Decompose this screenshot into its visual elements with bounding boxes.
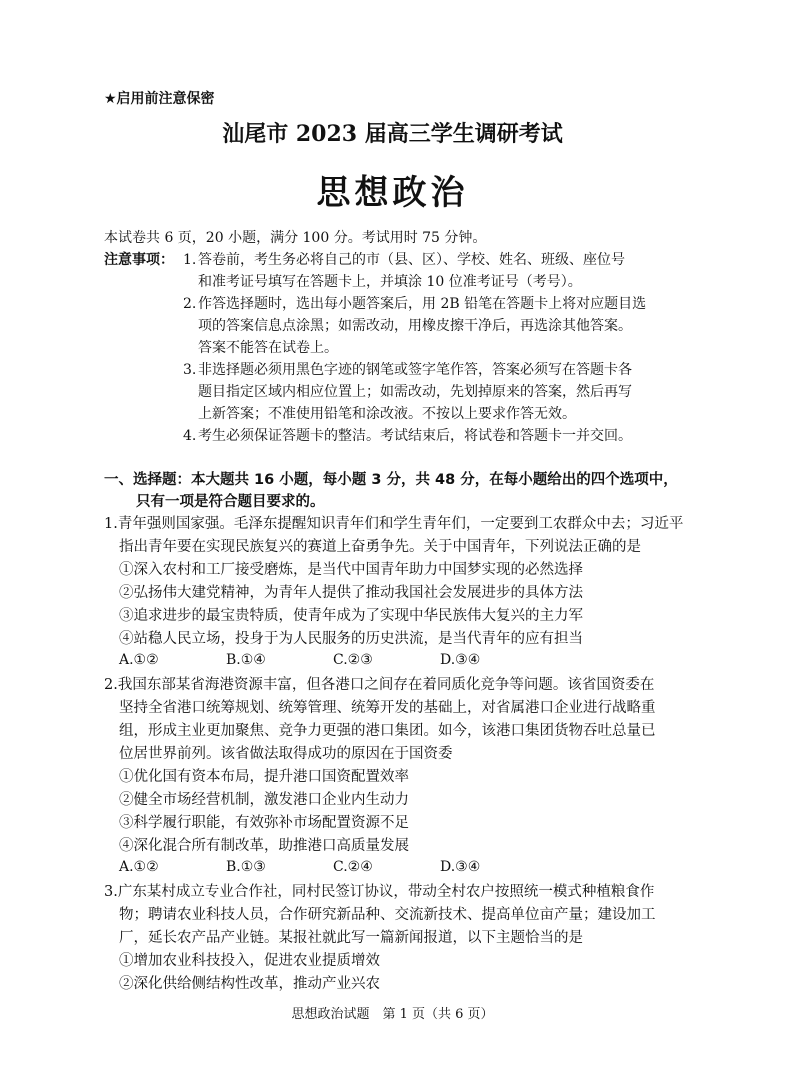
note-line: 答案不能答在试卷上。: [198, 340, 338, 356]
question-stem: 物；聘请农业科技人员，合作研究新品种、交流新技术、提高单位亩产量；建设加工: [119, 907, 656, 923]
question-item: ②弘扬伟大建党精神，为青年人提供了推动我国社会发展进步的具体方法: [119, 585, 583, 601]
question-stem: 3.广东某村成立专业合作社，同村民签订协议，带动全村农户按照统一模式种植粮食作: [104, 884, 655, 900]
section-heading-cont: 只有一项是符合题目要求的。: [136, 494, 325, 510]
note-line: 题目指定区域内相应位置上；如需改动，先划掉原来的答案，然后再写: [198, 384, 632, 400]
note-line: 上新答案；不准使用铅笔和涂改液。不按以上要求作答无效。: [198, 406, 576, 422]
note-line: 和准考证号填写在答题卡上，并填涂 10 位准考证号（考号）。: [198, 274, 582, 290]
choice-b: B.①③: [226, 859, 266, 875]
choice-d: D.③④: [440, 859, 481, 875]
question-item: ③追求进步的最宝贵特质，使青年成为了实现中华民族伟大复兴的主力军: [119, 608, 583, 624]
note-line: 答卷前，考生务必将自己的市（县、区）、学校、姓名、班级、座位号: [198, 252, 625, 268]
note-number: 1.: [183, 252, 197, 268]
exam-summary: 本试卷共 6 页，20 小题，满分 100 分。考试用时 75 分钟。: [104, 230, 487, 246]
question-item: ④站稳人民立场，投身于为人民服务的历史洪流，是当代青年的应有担当: [119, 631, 583, 647]
page-footer: 思想政治试题 第 1 页（共 6 页）: [291, 1007, 494, 1022]
question-stem: 1.青年强则国家强。毛泽东提醒知识青年们和学生青年们，一定要到工农群众中去；习近平: [104, 516, 684, 532]
question-stem: 位居世界前列。该省做法取得成功的原因在于国资委: [119, 746, 453, 762]
note-line: 非选择题必须用黑色字迹的钢笔或签字笔作答，答案必须写在答题卡各: [198, 362, 632, 378]
question-item: ④深化混合所有制改革，助推港口高质量发展: [119, 838, 409, 854]
question-item: ②健全市场经营机制，激发港口企业内生动力: [119, 792, 409, 808]
choice-a: A.①②: [119, 652, 159, 668]
note-line: 考生必须保证答题卡的整洁。考试结束后，将试卷和答题卡一并交回。: [198, 428, 632, 444]
confidential-notice: ★启用前注意保密: [104, 91, 215, 107]
choice-c: C.②③: [333, 652, 373, 668]
note-line: 项的答案信息点涂黑；如需改动，用橡皮擦干净后，再选涂其他答案。: [198, 318, 632, 334]
question-item: ③科学履行职能，有效弥补市场配置资源不足: [119, 815, 409, 831]
choice-d: D.③④: [440, 652, 481, 668]
question-item: ①深入农村和工厂接受磨炼，是当代中国青年助力中国梦实现的必然选择: [119, 562, 583, 578]
notes-label: 注意事项：: [104, 252, 174, 268]
section-heading: 一、选择题：本大题共 16 小题，每小题 3 分，共 48 分，在每小题给出的四个选项中，: [104, 472, 678, 488]
question-item: ①优化国有资本布局，提升港口国资配置效率: [119, 769, 409, 785]
choice-c: C.②④: [333, 859, 373, 875]
question-stem: 厂，延长农产品产业链。某报社就此写一篇新闻报道，以下主题恰当的是: [119, 930, 583, 946]
question-stem: 组，形成主业更加聚焦、竞争力更强的港口集团。如今，该港口集团货物吞吐总量已: [119, 723, 656, 739]
note-line: 作答选择题时，选出每小题答案后，用 2B 铅笔在答题卡上将对应题目选: [198, 296, 647, 312]
question-stem: 2.我国东部某省海港资源丰富，但各港口之间存在着同质化竞争等问题。该省国资委在: [104, 677, 655, 693]
note-number: 2.: [183, 296, 197, 312]
question-stem: 坚持全省港口统筹规划、统筹管理、统筹开发的基础上，对省属港口企业进行战略重: [119, 700, 656, 716]
note-number: 4.: [183, 428, 197, 444]
question-item: ②深化供给侧结构性改革，推动产业兴农: [119, 976, 380, 992]
choice-b: B.①④: [226, 652, 266, 668]
question-stem: 指出青年要在实现民族复兴的赛道上奋勇争先。关于中国青年，下列说法正确的是: [119, 539, 641, 555]
note-number: 3.: [183, 362, 197, 378]
exam-title: 汕尾市 2023 届高三学生调研考试: [222, 121, 563, 147]
choice-a: A.①②: [119, 859, 159, 875]
subject-title: 思想政治: [316, 173, 469, 213]
question-item: ①增加农业科技投入，促进农业提质增效: [119, 953, 380, 969]
